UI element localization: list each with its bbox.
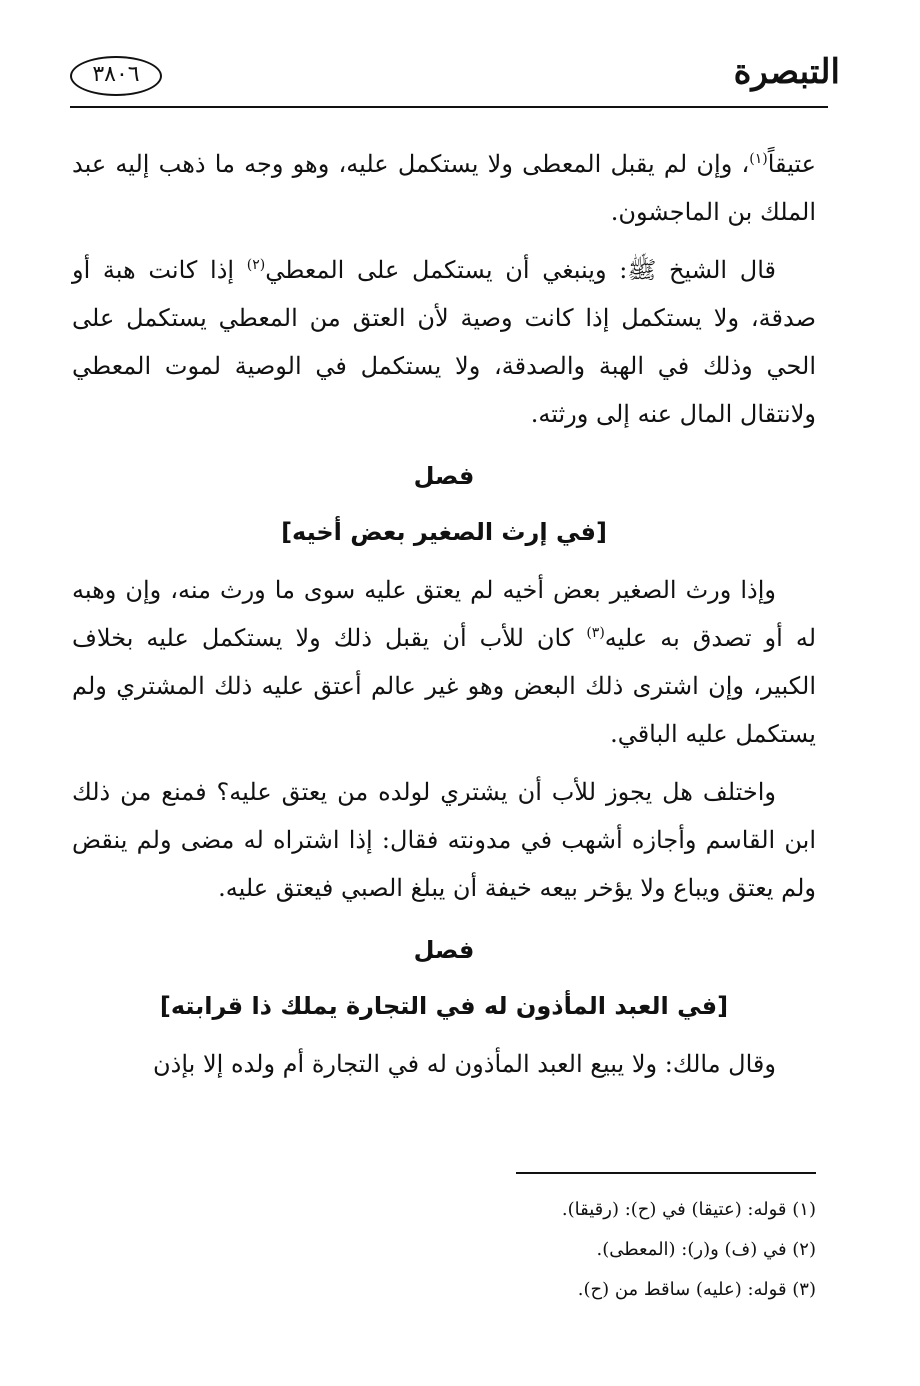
footnote-ref-2: (٢) bbox=[246, 257, 266, 273]
paragraph-2-text-a: قال الشيخ ﷺ: وينبغي أن يستكمل على المعطي bbox=[265, 256, 776, 284]
paragraph-3-text-b: كان للأب أن يقبل ذلك ولا يستكمل عليه بخلاف الكبير، وإن اشترى ذلك البعض وهو غير عالم أعتق عليه ذلك المشتري ولم يستكمل عليه الباقي. bbox=[72, 624, 816, 748]
footnote-1: (١) قوله: (عتيقا) في (ح): (رقيقا). bbox=[561, 1199, 816, 1220]
paragraph-3-text-a: وإذا ورث الصغير بعض أخيه لم يعتق عليه سوى ما ورث منه، وإن وهبه له أو تصدق به عليه bbox=[72, 576, 817, 652]
main-text bbox=[72, 140, 816, 1098]
footnotes bbox=[72, 1190, 816, 1310]
paragraph-2-text-b: إذا كانت هبة أو صدقة، ولا يستكمل إذا كانت وصية لأن العتق من المعطي يستكمل على الحي وذلك في الهبة والصدقة، ولا يستكمل في الوصية لموت المعطي ولانتقال المال عنه إلى ورثته. bbox=[72, 256, 816, 428]
footnote-ref-1: (١) bbox=[749, 151, 768, 167]
section-1-heading: فصل bbox=[413, 462, 475, 490]
page-number-badge bbox=[70, 56, 220, 100]
section-2-heading: فصل bbox=[413, 936, 475, 964]
paragraph-1-text-a: عتيقاً bbox=[767, 150, 816, 178]
paragraph-5: وقال مالك: ولا يبيع العبد المأذون له في التجارة أم ولده إلا بإذن bbox=[153, 1050, 776, 1078]
footnote-ref-3: (٣) bbox=[586, 625, 605, 641]
paragraph-4: واختلف هل يجوز للأب أن يشتري لولده من يعتق عليه؟ فمنع من ذلك ابن القاسم وأجازه أشهب في مدونته فقال: إذا اشتراه له مضى ولم ينقض ولم يعتق ويباع ولا يؤخر بيعه خيفة أن يبلغ الصبي فيعتق عليه. bbox=[72, 778, 816, 902]
section-1-subheading: [في إرث الصغير بعض أخيه] bbox=[281, 518, 607, 546]
book-title: التبصرة bbox=[733, 52, 840, 92]
paragraph-3 bbox=[72, 566, 816, 758]
page-number: ٣٨٠٦ bbox=[92, 62, 140, 87]
paragraph-1 bbox=[72, 140, 816, 236]
paragraph-1-text-b: ، وإن لم يقبل المعطى ولا يستكمل عليه، وهو وجه ما ذهب إليه عبد الملك بن الماجشون. bbox=[72, 150, 816, 226]
footnote-rule bbox=[516, 1172, 816, 1174]
page-header bbox=[70, 50, 840, 110]
footnote-3: (٣) قوله: (عليه) ساقط من (ح). bbox=[577, 1279, 816, 1300]
header-rule bbox=[70, 106, 828, 108]
paragraph-2 bbox=[72, 246, 816, 438]
section-2-subheading: [في العبد المأذون له في التجارة يملك ذا قرابته] bbox=[159, 992, 729, 1020]
footnote-2: (٢) في (ف) و(ر): (المعطى). bbox=[596, 1239, 816, 1260]
